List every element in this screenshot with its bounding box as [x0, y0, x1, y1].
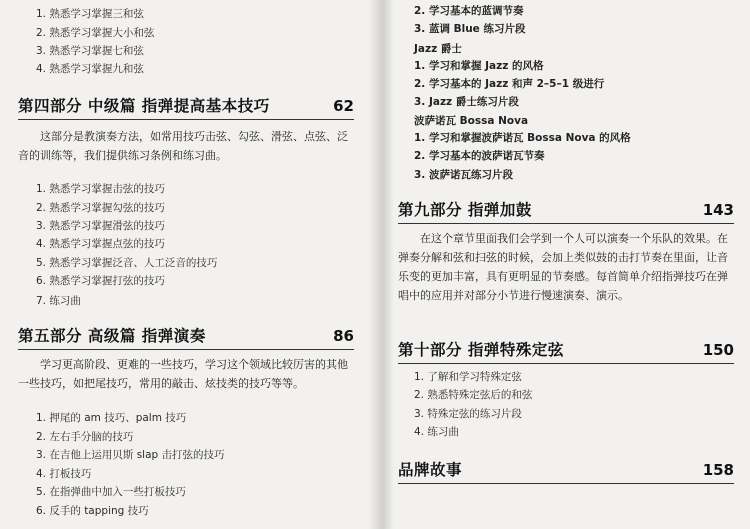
section-part5-header — [18, 324, 354, 350]
list-item: 3. 在吉他上运用贝斯 slap 击打弦的技巧 — [36, 449, 225, 461]
book-gutter — [368, 0, 394, 529]
list-item: 3. 波萨诺瓦练习片段 — [414, 169, 513, 181]
subsection-heading: Jazz 爵士 — [414, 43, 462, 55]
list-item: 6. 反手的 tapping 技巧 — [36, 505, 149, 517]
section-part9-header — [398, 198, 734, 224]
list-item: 2. 熟悉学习掌握大小和弦 — [36, 27, 155, 39]
list-item: 7. 练习曲 — [36, 295, 81, 307]
list-item: 3. 熟悉学习掌握七和弦 — [36, 45, 144, 57]
section-title: 第四部分 中级篇 指弹提高基本技巧 — [18, 97, 270, 115]
list-item: 1. 押尾的 am 技巧、palm 技巧 — [36, 412, 187, 424]
list-item: 2. 学习基本的 Jazz 和声 2–5–1 级进行 — [414, 78, 605, 90]
list-item: 3. 熟悉学习掌握滑弦的技巧 — [36, 220, 165, 232]
list-item: 1. 学习和掌握波萨诺瓦 Bossa Nova 的风格 — [414, 132, 631, 144]
subsection-heading: 波萨诺瓦 Bossa Nova — [414, 115, 529, 127]
list-item: 1. 学习和掌握 Jazz 的风格 — [414, 60, 544, 72]
section-title: 第十部分 指弹特殊定弦 — [398, 341, 564, 359]
list-item: 4. 打板技巧 — [36, 468, 92, 480]
list-item: 2. 学习基本的波萨诺瓦节奏 — [414, 150, 545, 162]
section-brand-header — [398, 458, 734, 484]
left-page — [0, 0, 368, 529]
section-title: 第九部分 指弹加鼓 — [398, 201, 532, 219]
right-page — [394, 0, 750, 529]
section-part10-header — [398, 338, 734, 364]
list-item: 3. 蓝调 Blue 练习片段 — [414, 23, 526, 35]
list-item: 3. Jazz 爵士练习片段 — [414, 96, 519, 108]
list-item: 1. 了解和学习特殊定弦 — [414, 371, 522, 383]
section-title: 第五部分 高级篇 指弹演奏 — [18, 327, 206, 345]
list-item: 4. 练习曲 — [414, 426, 459, 438]
list-item: 1. 熟悉学习掌握击弦的技巧 — [36, 183, 165, 195]
section-description: 学习更高阶段、更难的一些技巧，学习这个领域比较厉害的其他一些技巧，如把尾技巧，常用的敲击、炫技类的技巧等等。 — [18, 358, 348, 390]
list-item: 2. 熟悉学习掌握勾弦的技巧 — [36, 202, 165, 214]
list-item: 1. 熟悉学习掌握三和弦 — [36, 8, 144, 20]
list-item: 2. 学习基本的蓝调节奏 — [414, 5, 524, 17]
section-page-number: 143 — [702, 201, 734, 219]
list-item: 2. 熟悉特殊定弦后的和弦 — [414, 389, 533, 401]
list-item: 6. 熟悉学习掌握打弦的技巧 — [36, 275, 165, 287]
list-item: 4. 熟悉学习掌握九和弦 — [36, 63, 144, 75]
list-item: 5. 熟悉学习掌握泛音、人工泛音的技巧 — [36, 257, 218, 269]
section-description: 在这个章节里面我们会学到一个人可以演奏一个乐队的效果。在弹奏分解和弦和扫弦的时候，会加上类似鼓的击打节奏在里面，让音乐变的更加丰富，具有更明显的节奏感。每首简单介绍指弹技巧在弹唱中的应用并对部分小节进行慢速演奏、演示。 — [398, 232, 728, 302]
section-page-number: 150 — [702, 341, 734, 359]
section-part4-header — [18, 94, 354, 120]
section-page-number: 158 — [702, 461, 734, 479]
section-description: 这部分是教演奏方法，如常用技巧击弦、勾弦、滑弦、点弦、泛音的训练等，我们提供练习条例和练习曲。 — [18, 130, 348, 162]
list-item: 3. 特殊定弦的练习片段 — [414, 408, 522, 420]
list-item: 5. 在指弹曲中加入一些打板技巧 — [36, 486, 186, 498]
section-title: 品牌故事 — [398, 461, 463, 479]
section-page-number: 62 — [333, 97, 354, 115]
section-page-number: 86 — [333, 327, 354, 345]
list-item: 2. 左右手分脑的技巧 — [36, 431, 134, 443]
list-item: 4. 熟悉学习掌握点弦的技巧 — [36, 238, 165, 250]
